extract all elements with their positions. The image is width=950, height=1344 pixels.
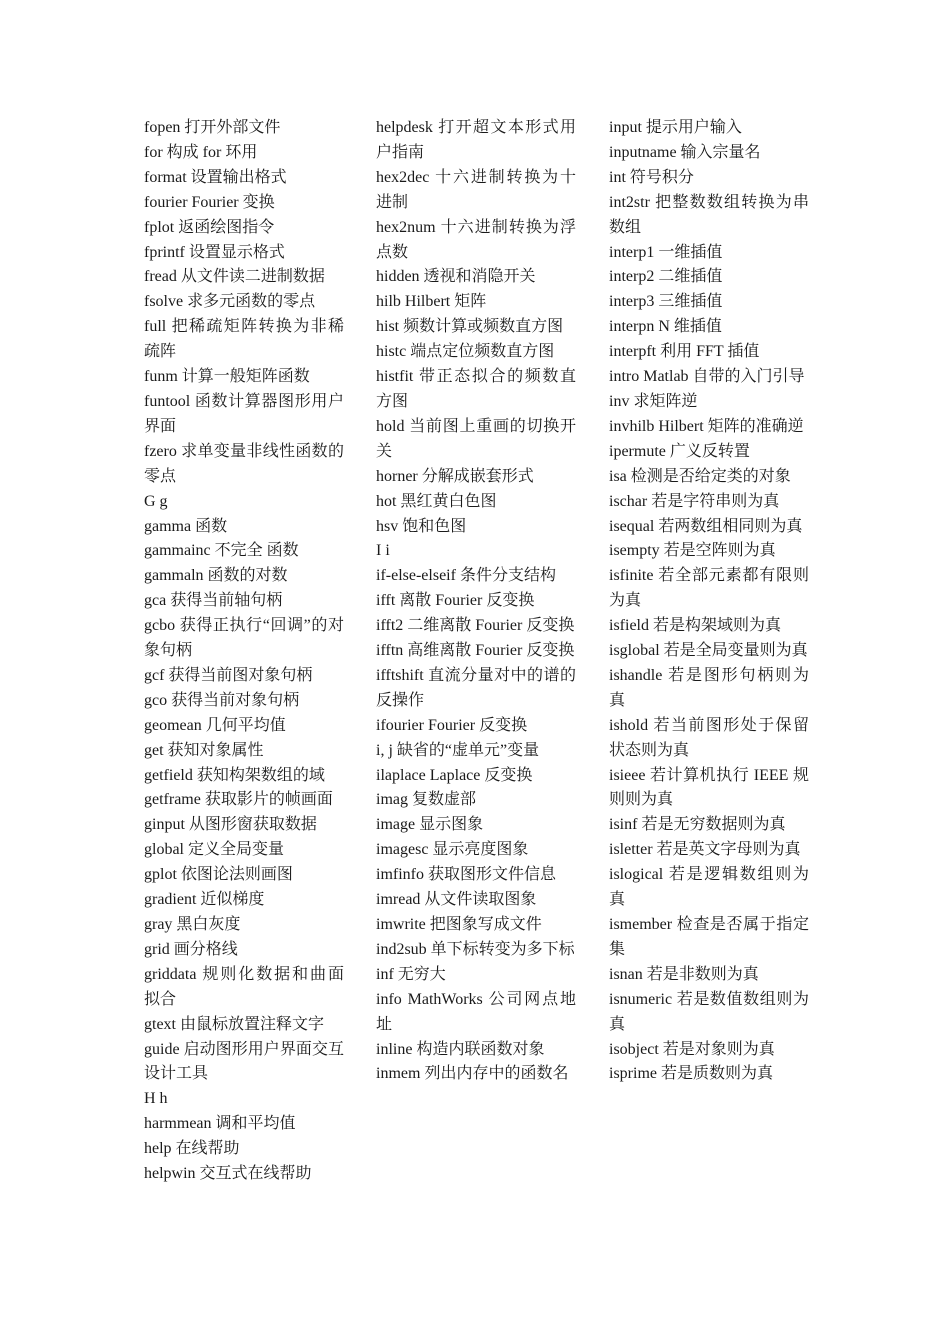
function-entry: isinf 若是无穷数据则为真	[609, 816, 786, 834]
function-entry: ismember 检查是否属于指定集	[609, 916, 809, 958]
function-entry: grid 画分格线	[144, 940, 238, 958]
function-entry: format 设置输出格式	[144, 168, 287, 186]
function-entry: funm 计算一般矩阵函数	[144, 368, 310, 386]
function-entry: for 构成 for 环用	[144, 143, 258, 161]
function-entry: histfit 带正态拟合的频数直方图	[376, 368, 576, 410]
function-entry: isglobal 若是全局变量则为真	[609, 642, 808, 660]
function-entry: int 符号积分	[609, 168, 694, 186]
function-entry: ifftshift 直流分量对中的谱的反操作	[376, 666, 576, 709]
function-entry: helpdesk 打开超文本形式用户指南	[376, 119, 576, 161]
function-entry: getframe 获取影片的帧画面	[144, 791, 333, 809]
function-entry: histc 端点定位频数直方图	[376, 343, 555, 361]
function-entry: ifourier Fourier 反变换	[376, 716, 528, 734]
function-entry: imag 复数虚部	[376, 791, 476, 809]
function-entry: hist 频数计算或频数直方图	[376, 318, 564, 336]
function-entry: ifft 离散 Fourier 反变换	[376, 592, 535, 610]
function-entry: input 提示用户输入	[609, 119, 742, 136]
function-entry: isempty 若是空阵则为真	[609, 542, 776, 560]
function-entry: int2str 把整数数组转换为串数组	[609, 193, 809, 236]
function-entry: interpft 利用 FFT 插值	[609, 343, 760, 361]
function-entry: ifft2 二维离散 Fourier 反变换	[376, 617, 575, 635]
function-entry: interp3 三维插值	[609, 293, 723, 311]
function-entry: isa 检测是否给定类的对象	[609, 467, 791, 485]
function-entry: ischar 若是字符串则为真	[609, 492, 780, 510]
function-list-column-3	[609, 116, 809, 1087]
function-entry: H h	[144, 1090, 168, 1108]
function-entry: global 定义全局变量	[144, 841, 284, 859]
function-entry: isieee 若计算机执行 IEEE 规则则为真	[609, 766, 809, 809]
function-entry: gco 获得当前对象句柄	[144, 691, 300, 709]
function-entry: imread 从文件读取图象	[376, 891, 537, 909]
function-entry: geomean 几何平均值	[144, 716, 286, 734]
function-entry: islogical 若是逻辑数组则为真	[609, 866, 809, 909]
function-entry: inf 无穷大	[376, 965, 446, 983]
function-entry: gamma 函数	[144, 517, 228, 535]
function-entry: helpwin 交互式在线帮助	[144, 1165, 312, 1183]
function-entry: full 把稀疏矩阵转换为非稀疏阵	[144, 318, 344, 361]
function-entry: ind2sub 单下标转变为多下标	[376, 940, 575, 958]
function-entry: fread 从文件读二进制数据	[144, 268, 325, 286]
function-entry: I i	[376, 542, 390, 560]
function-entry: guide 启动图形用户界面交互设计工具	[144, 1040, 344, 1083]
function-entry: ifftn 高维离散 Fourier 反变换	[376, 642, 575, 660]
function-entry: isfield 若是构架域则为真	[609, 617, 781, 635]
function-entry: hilb Hilbert 矩阵	[376, 293, 487, 311]
function-entry: gammainc 不完全 函数	[144, 542, 299, 560]
function-list-column-1	[144, 116, 344, 1187]
function-entry: hsv 饱和色图	[376, 517, 467, 535]
function-entry: ilaplace Laplace 反变换	[376, 766, 533, 784]
function-entry: ipermute 广义反转置	[609, 442, 750, 460]
function-entry: ishold 若当前图形处于保留状态则为真	[609, 716, 809, 759]
function-entry: interp2 二维插值	[609, 268, 723, 286]
function-entry: if-else-elseif 条件分支结构	[376, 567, 556, 585]
function-entry: imwrite 把图象写成文件	[376, 916, 542, 933]
function-entry: isnumeric 若是数值数组则为真	[609, 990, 809, 1033]
function-entry: intro Matlab 自带的入门引导	[609, 368, 805, 386]
function-entry: hold 当前图上重画的切换开关	[376, 417, 576, 460]
function-entry: gradient 近似梯度	[144, 891, 265, 909]
function-entry: inmem 列出内存中的函数名	[376, 1065, 569, 1083]
function-entry: gcbo 获得正执行“回调”的对象句柄	[144, 617, 344, 660]
function-entry: funtool 函数计算器图形用户界面	[144, 392, 344, 435]
function-list-column-2	[376, 116, 576, 1087]
function-entry: fzero 求单变量非线性函数的零点	[144, 442, 344, 485]
function-entry: inputname 输入宗量名	[609, 143, 761, 161]
function-entry: invhilb Hilbert 矩阵的准确逆	[609, 417, 804, 435]
function-entry: horner 分解成嵌套形式	[376, 467, 534, 485]
function-entry: image 显示图象	[376, 816, 484, 834]
function-entry: gray 黑白灰度	[144, 916, 241, 933]
function-entry: help 在线帮助	[144, 1140, 240, 1158]
function-entry: interpn N 维插值	[609, 318, 722, 336]
function-entry: isprime 若是质数则为真	[609, 1065, 773, 1083]
function-entry: isletter 若是英文字母则为真	[609, 841, 801, 859]
function-entry: interp1 一维插值	[609, 243, 723, 261]
function-entry: ishandle 若是图形句柄则为真	[609, 666, 809, 709]
function-entry: isequal 若两数组相同则为真	[609, 517, 803, 535]
function-entry: gammaln 函数的对数	[144, 567, 288, 585]
function-entry: hex2num 十六进制转换为浮点数	[376, 218, 576, 261]
function-entry: fplot 返函绘图指令	[144, 218, 275, 236]
function-entry: inline 构造内联函数对象	[376, 1040, 545, 1058]
function-entry: fsolve 求多元函数的零点	[144, 293, 316, 311]
function-entry: imagesc 显示亮度图象	[376, 841, 529, 859]
function-entry: gplot 依图论法则画图	[144, 866, 293, 884]
function-entry: isfinite 若全部元素都有限则为真	[609, 567, 809, 610]
function-entry: ginput 从图形窗获取数据	[144, 816, 317, 834]
function-entry: hot 黑红黄白色图	[376, 492, 497, 510]
function-entry: gtext 由鼠标放置注释文字	[144, 1015, 324, 1033]
function-entry: i, j 缺省的“虚单元”变量	[376, 741, 540, 759]
function-entry: fprintf 设置显示格式	[144, 243, 285, 261]
function-entry: isobject 若是对象则为真	[609, 1040, 775, 1058]
function-entry: getfield 获知构架数组的域	[144, 766, 325, 784]
function-entry: isnan 若是非数则为真	[609, 965, 759, 983]
function-entry: info MathWorks 公司网点地址	[376, 990, 576, 1033]
function-entry: imfinfo 获取图形文件信息	[376, 866, 556, 884]
function-entry: fourier Fourier 变换	[144, 193, 275, 211]
function-entry: gcf 获得当前图对象句柄	[144, 666, 313, 684]
function-entry: gca 获得当前轴句柄	[144, 592, 283, 610]
function-entry: harmmean 调和平均值	[144, 1115, 296, 1133]
function-entry: inv 求矩阵逆	[609, 392, 698, 410]
function-entry: G g	[144, 492, 168, 510]
function-entry: hidden 透视和消隐开关	[376, 268, 536, 286]
function-entry: hex2dec 十六进制转换为十进制	[376, 168, 576, 211]
function-entry: get 获知对象属性	[144, 741, 264, 759]
function-entry: fopen 打开外部文件	[144, 119, 281, 136]
function-entry: griddata 规则化数据和曲面拟合	[144, 965, 344, 1008]
